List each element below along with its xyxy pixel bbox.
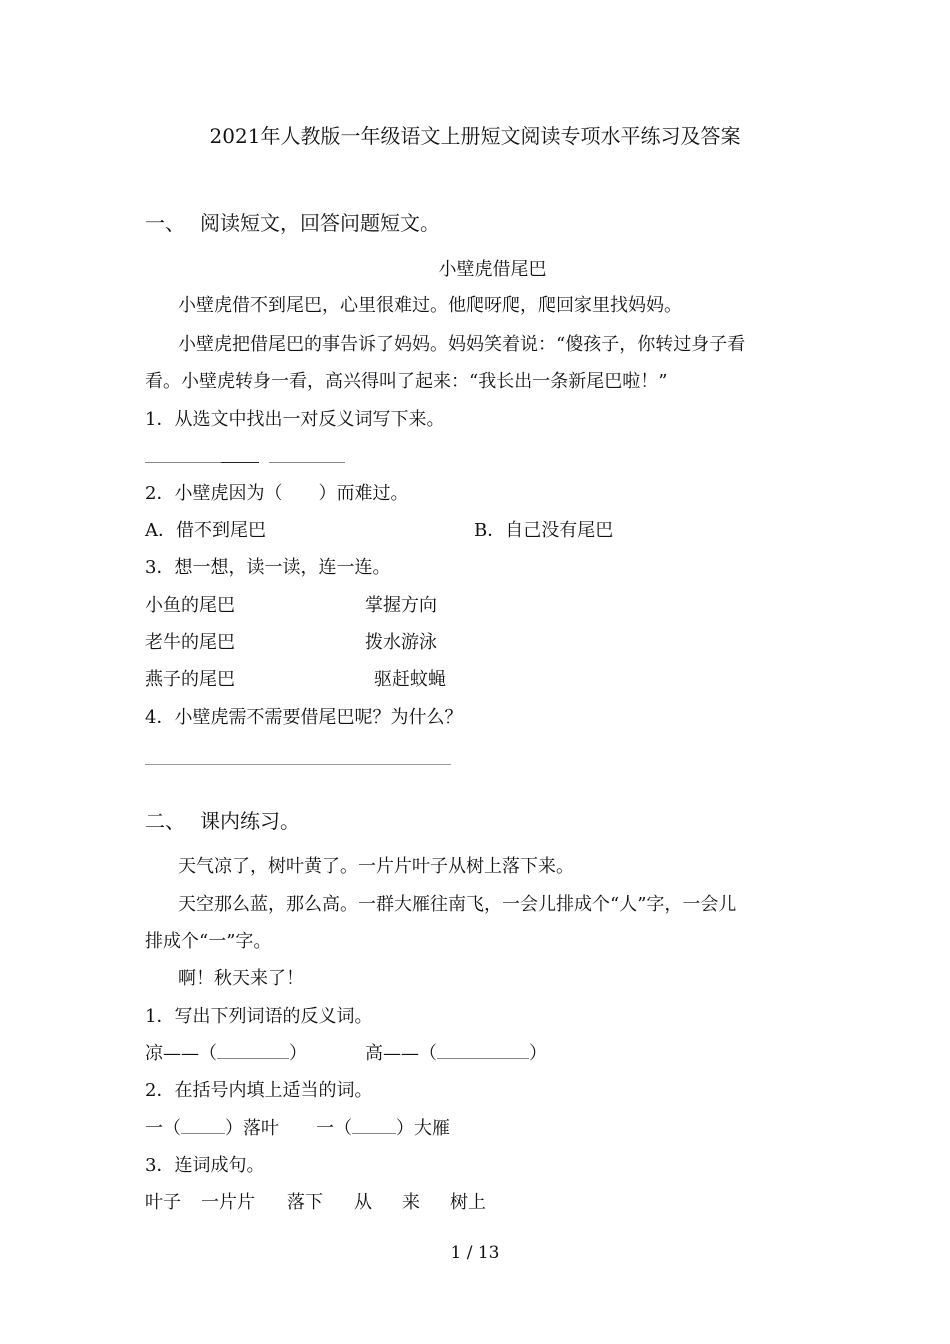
question-2-1: 1．写出下列词语的反义词。 (145, 1006, 373, 1027)
passage-paragraph-1: 天气凉了，树叶黄了。一片片叶子从树上落下来。 (178, 856, 574, 877)
blank-line[interactable] (221, 450, 259, 463)
fill-item-2 (316, 1117, 450, 1141)
word-bank-word: 来 (402, 1192, 420, 1213)
match-right-item[interactable]: 掌握方向 (365, 595, 437, 616)
section-1-number: 一、 (145, 211, 185, 235)
antonym-word: 凉——（ (145, 1043, 217, 1064)
section-1-title: 阅读短文，回答问题短文。 (200, 211, 440, 235)
match-right-item[interactable]: 拨水游泳 (365, 632, 437, 653)
option-b[interactable]: B．自己没有尾巴 (474, 520, 614, 541)
question-1-1: 1．从选文中找出一对反义词写下来。 (145, 409, 445, 430)
fill-prefix: 一（ (145, 1118, 181, 1139)
antonym-item-2 (365, 1042, 547, 1066)
story-paragraph-2-line-1: 小壁虎把借尾巴的事告诉了妈妈。妈妈笑着说：“傻孩子，你转过身子看 (178, 334, 746, 355)
match-left-item[interactable]: 老牛的尾巴 (145, 632, 235, 653)
story-title: 小壁虎借尾巴 (438, 259, 547, 280)
fill-suffix: ）落叶 (225, 1118, 279, 1139)
question-1-2: 2．小壁虎因为（ ）而难过。 (145, 483, 409, 504)
match-left-item[interactable]: 小鱼的尾巴 (145, 595, 235, 616)
fill-suffix: ）大雁 (396, 1118, 450, 1139)
page-title: 2021年人教版一年级语文上册短文阅读专项水平练习及答案 (209, 124, 741, 148)
option-a[interactable]: A．借不到尾巴 (145, 520, 266, 541)
match-right-item[interactable]: 驱赶蚊蝇 (374, 669, 446, 690)
word-bank-word: 一片片 (201, 1192, 255, 1213)
word-bank-word: 树上 (450, 1192, 486, 1213)
story-paragraph-2-line-2: 看。小壁虎转身一看，高兴得叫了起来：“我长出一条新尾巴啦！” (145, 371, 668, 392)
antonym-word: 高——（ (365, 1043, 437, 1064)
answer-blank-1-1[interactable] (145, 446, 345, 470)
bracket-close: ） (529, 1043, 547, 1064)
story-paragraph-1: 小壁虎借不到尾巴，心里很难过。他爬呀爬，爬回家里找妈妈。 (178, 295, 682, 316)
blank-line[interactable] (145, 446, 221, 463)
section-2-title: 课内练习。 (200, 809, 300, 833)
blank-line[interactable] (269, 446, 345, 463)
blank-line[interactable] (437, 1042, 529, 1059)
fill-item-1 (145, 1117, 279, 1141)
section-2-number: 二、 (145, 809, 185, 833)
word-bank-word: 落下 (287, 1192, 323, 1213)
bracket-close: ） (289, 1043, 307, 1064)
question-1-4: 4．小壁虎需不需要借尾巴呢？为什么？ (145, 707, 463, 728)
word-bank-word: 叶子 (145, 1192, 181, 1213)
question-2-2: 2．在括号内填上适当的词。 (145, 1080, 373, 1101)
antonym-item-1 (145, 1042, 307, 1066)
blank-line[interactable] (181, 1117, 225, 1134)
fill-prefix: 一（ (316, 1118, 352, 1139)
answer-line-1-4[interactable] (145, 764, 451, 765)
passage-paragraph-3: 啊！秋天来了！ (178, 968, 304, 989)
section-1-heading (145, 211, 440, 235)
page-number: 1 / 13 (450, 1243, 500, 1263)
question-1-3: 3．想一想，读一读，连一连。 (145, 557, 391, 578)
question-2-3: 3．连词成句。 (145, 1155, 265, 1176)
section-2-heading (145, 809, 300, 833)
word-bank-word: 从 (354, 1192, 372, 1213)
blank-line[interactable] (217, 1042, 289, 1059)
match-left-item[interactable]: 燕子的尾巴 (145, 669, 235, 690)
passage-paragraph-2-line-2: 排成个“一”字。 (145, 931, 272, 952)
passage-paragraph-2-line-1: 天空那么蓝，那么高。一群大雁往南飞，一会儿排成个“人”字，一会儿 (178, 894, 737, 915)
blank-line[interactable] (352, 1117, 396, 1134)
